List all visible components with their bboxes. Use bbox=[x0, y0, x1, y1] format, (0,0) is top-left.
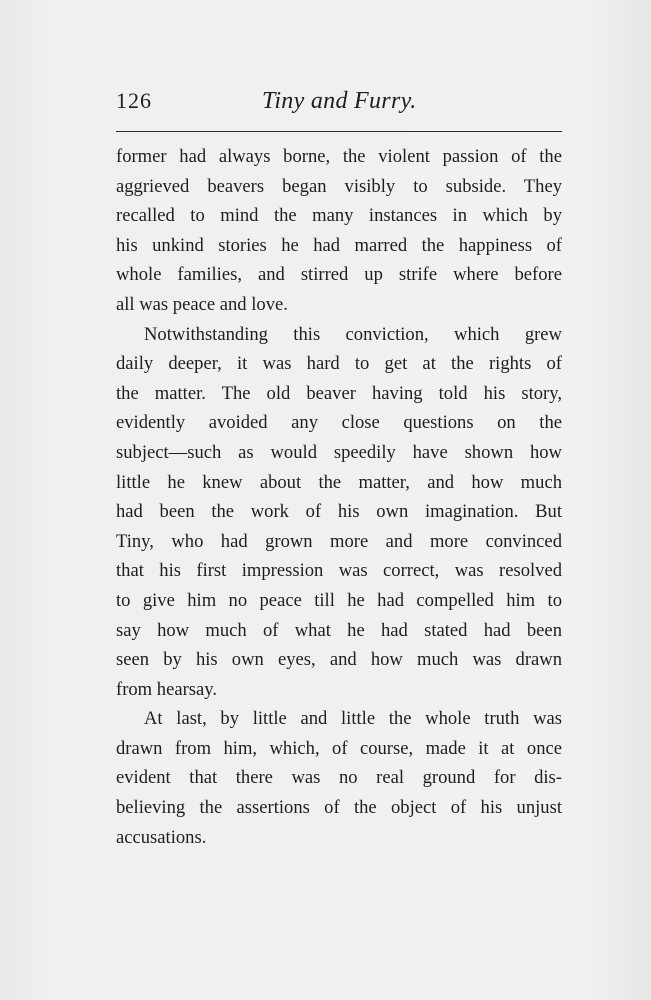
paragraph-1 bbox=[116, 142, 562, 320]
text-line: drawn from him, which, of course, made it at once bbox=[116, 737, 562, 759]
text-line: seen by his own eyes, and how much was drawn bbox=[116, 649, 562, 671]
text-line: Tiny, who had grown more and more convinced bbox=[116, 530, 562, 552]
text-line: At last, by little and little the whole truth was bbox=[144, 708, 562, 730]
running-head bbox=[116, 88, 562, 128]
body-text bbox=[116, 142, 562, 852]
page-number: 126 bbox=[116, 88, 152, 113]
paragraph-3 bbox=[116, 704, 562, 852]
text-line: the matter. The old beaver having told his story, bbox=[116, 382, 562, 404]
text-line: little he knew about the matter, and how much bbox=[116, 471, 562, 493]
text-line: subject—such as would speedily have shown how bbox=[116, 441, 562, 463]
text-line: had been the work of his own imagination. But bbox=[116, 501, 562, 523]
text-line: accusations. bbox=[116, 826, 207, 848]
text-line: from hearsay. bbox=[116, 678, 218, 700]
text-line: all was peace and love. bbox=[116, 293, 288, 315]
text-line: believing the assertions of the object of his unjust bbox=[116, 797, 562, 819]
paragraph-2 bbox=[116, 320, 562, 705]
text-line: evidently avoided any close questions on the bbox=[116, 412, 562, 434]
running-title: Tiny and Furry. bbox=[262, 88, 417, 114]
text-line: his unkind stories he had marred the happiness of bbox=[116, 234, 562, 256]
text-line: former had always borne, the violent passion of the bbox=[116, 146, 562, 167]
text-line: whole families, and stirred up strife where before bbox=[116, 264, 562, 286]
text-line: aggrieved beavers began visibly to subside. They bbox=[116, 175, 562, 197]
text-line: say how much of what he had stated had been bbox=[116, 619, 562, 641]
text-line: Notwithstanding this conviction, which grew bbox=[144, 323, 562, 345]
text-line: to give him no peace till he had compelled him to bbox=[116, 589, 562, 611]
text-line: evident that there was no real ground for dis- bbox=[116, 767, 562, 789]
text-line: recalled to mind the many instances in which by bbox=[116, 205, 562, 227]
text-line: that his first impression was correct, was resolved bbox=[116, 560, 562, 582]
header-rule bbox=[116, 131, 562, 132]
text-line: daily deeper, it was hard to get at the rights of bbox=[116, 353, 562, 375]
